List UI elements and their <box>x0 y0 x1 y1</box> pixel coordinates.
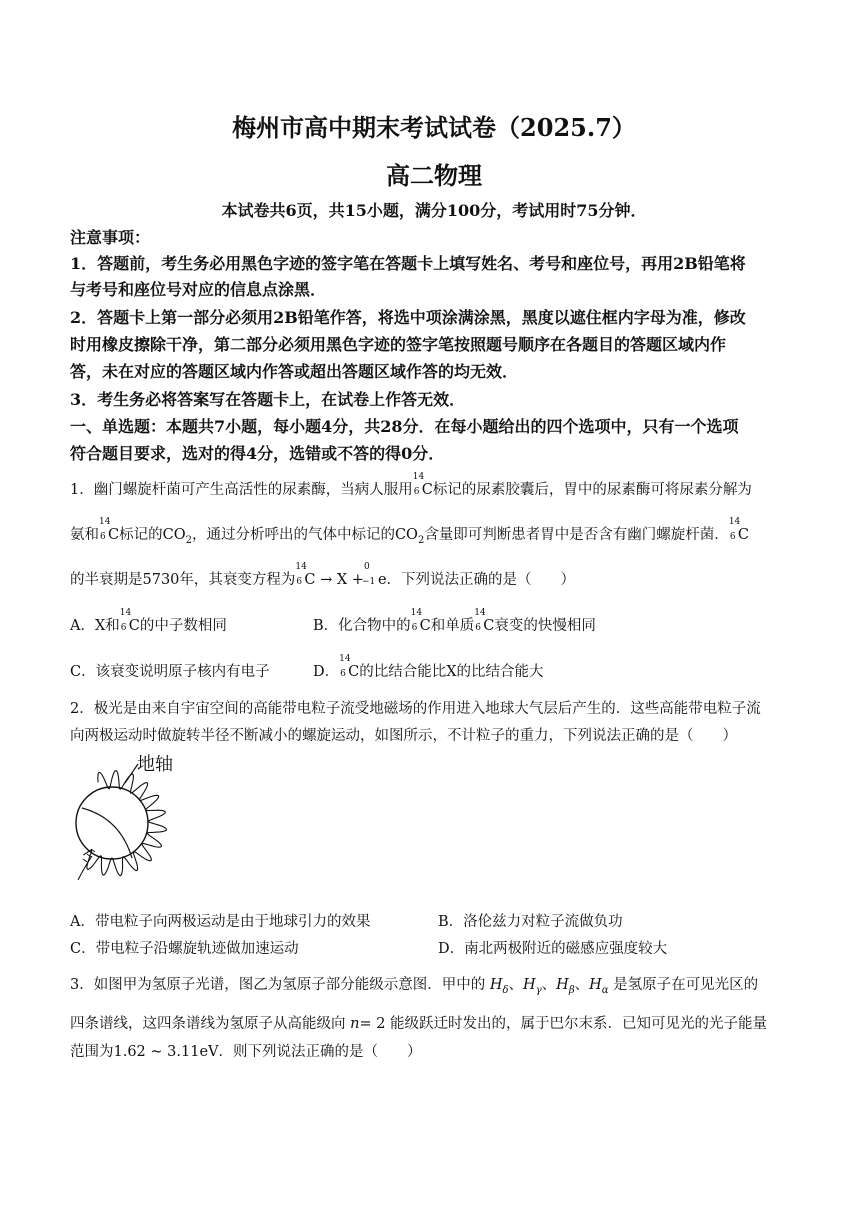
notice-line: 2．答题卡上第一部分必须用2B铅笔作答，将选中项涂满涂黑，黑度以遮住框内字母为准，修改 <box>70 308 746 327</box>
spiral-trajectory-icon <box>83 771 166 876</box>
question-1-option-c[interactable]: C．该衰变说明原子核内有电子 <box>70 664 270 680</box>
section-heading: 符合题目要求，选对的得4分，选错或不答的得0分． <box>70 444 445 463</box>
notice-line: 答，未在对应的答题区域内作答或超出答题区域作答的均无效． <box>70 362 519 381</box>
question-1-line-2: 氨和 14 6 C标记的$CO_2$，通过分析呼出的气体中标记的$CO_2$含量即可判断患者胃中是否含有幽门螺旋杆菌． 14 6 C <box>70 517 749 546</box>
notice-line: 与考号和座位号对应的信息点涂黑． <box>70 280 327 299</box>
earth-axis-label: 地轴 <box>137 754 173 775</box>
question-2-option-d[interactable]: D．南北两极附近的磁感应强度较大 <box>438 941 668 957</box>
notice-line: 3．考生务必将答案写在答题卡上，在试卷上作答无效． <box>70 390 466 409</box>
question-2-option-a[interactable]: A．带电粒子向两极运动是由于地球引力的效果 <box>70 914 371 930</box>
question-1-option-a[interactable]: A．X和 14 6 C的中子数相同 <box>70 608 227 634</box>
carbon-14-nuclide: 14 6 <box>728 517 741 542</box>
question-1-option-b[interactable]: B．化合物中的 14 6 C和单质 14 6 C衰变的快慢相同 <box>313 608 596 634</box>
notice-line: 时用橡皮擦除干净，第二部分必须用黑色字迹的签字笔按照题号顺序在各题目的答题区域内作 <box>70 335 727 354</box>
question-2-line-2: 向两极运动时做旋转半径不断减小的螺旋运动，如图所示，不计粒子的重力，下列说法正确的是（ ） <box>70 728 737 744</box>
carbon-14-nuclide: 14 6 <box>295 562 307 587</box>
question-1-option-d[interactable]: D． 14 6 C的比结合能比X的比结合能大 <box>313 654 544 680</box>
subject-title: 高二物理 <box>386 161 482 190</box>
question-1-line-1: 1．幽门螺旋杆菌可产生高活性的尿素酶，当病人服用 14 6 C标记的尿素胶囊后，胃中的尿素酶可将尿素分解为 <box>70 472 752 498</box>
exam-info: 本试卷共6页，共15小题，满分100分，考试用时75分钟． <box>221 201 647 220</box>
section-heading: 一、单选题：本题共7小题，每小题4分，共28分．在每小题给出的四个选项中，只有一个选项 <box>70 417 739 436</box>
carbon-14-nuclide: 14 6 <box>412 472 425 497</box>
question-2-option-c[interactable]: C．带电粒子沿螺旋轨迹做加速运动 <box>70 941 299 957</box>
question-2-line-1: 2．极光是由来自宇宙空间的高能带电粒子流受地磁场的作用进入地球大气层后产生的．这些高能带电粒子流 <box>70 701 761 717</box>
notice-heading: 注意事项： <box>70 228 151 247</box>
electron-nuclide: 0 −1 <box>361 562 376 587</box>
aurora-spiral-figure <box>70 748 230 898</box>
earth-icon <box>76 787 148 859</box>
question-1-line-3: 的半衰期是5730年，其衰变方程为 14 6 C → X + 0 −1 e．下列说法正确的是（ ） <box>70 562 576 588</box>
question-3-line-1: 3．如图甲为氢原子光谱，图乙为氢原子部分能级示意图．甲中的 $H_\delta$、$H_\gamma$、$H_\beta$、$H_\alpha$ 是氢原子在可见光区的 <box>70 977 759 996</box>
question-2-option-b[interactable]: B．洛伦兹力对粒子流做负功 <box>438 914 623 930</box>
carbon-14-nuclide: 14 6 <box>99 517 111 542</box>
notice-line: 1．答题前，考生务必用黑色字迹的签字笔在答题卡上填写姓名、考号和座位号，再用2B铅笔将 <box>70 254 746 273</box>
exam-title: 梅州市高中期末考试试卷（2025.7） <box>232 113 636 142</box>
question-3-line-2: 四条谱线，这四条谱线为氢原子从高能级向 n= 2 能级跃迁时发出的，属于巴尔末系．已知可见光的光子能量 <box>70 1016 768 1032</box>
question-3-line-3: 范围为1.62 ~ 3.11eV．则下列说法正确的是（ ） <box>70 1044 422 1060</box>
